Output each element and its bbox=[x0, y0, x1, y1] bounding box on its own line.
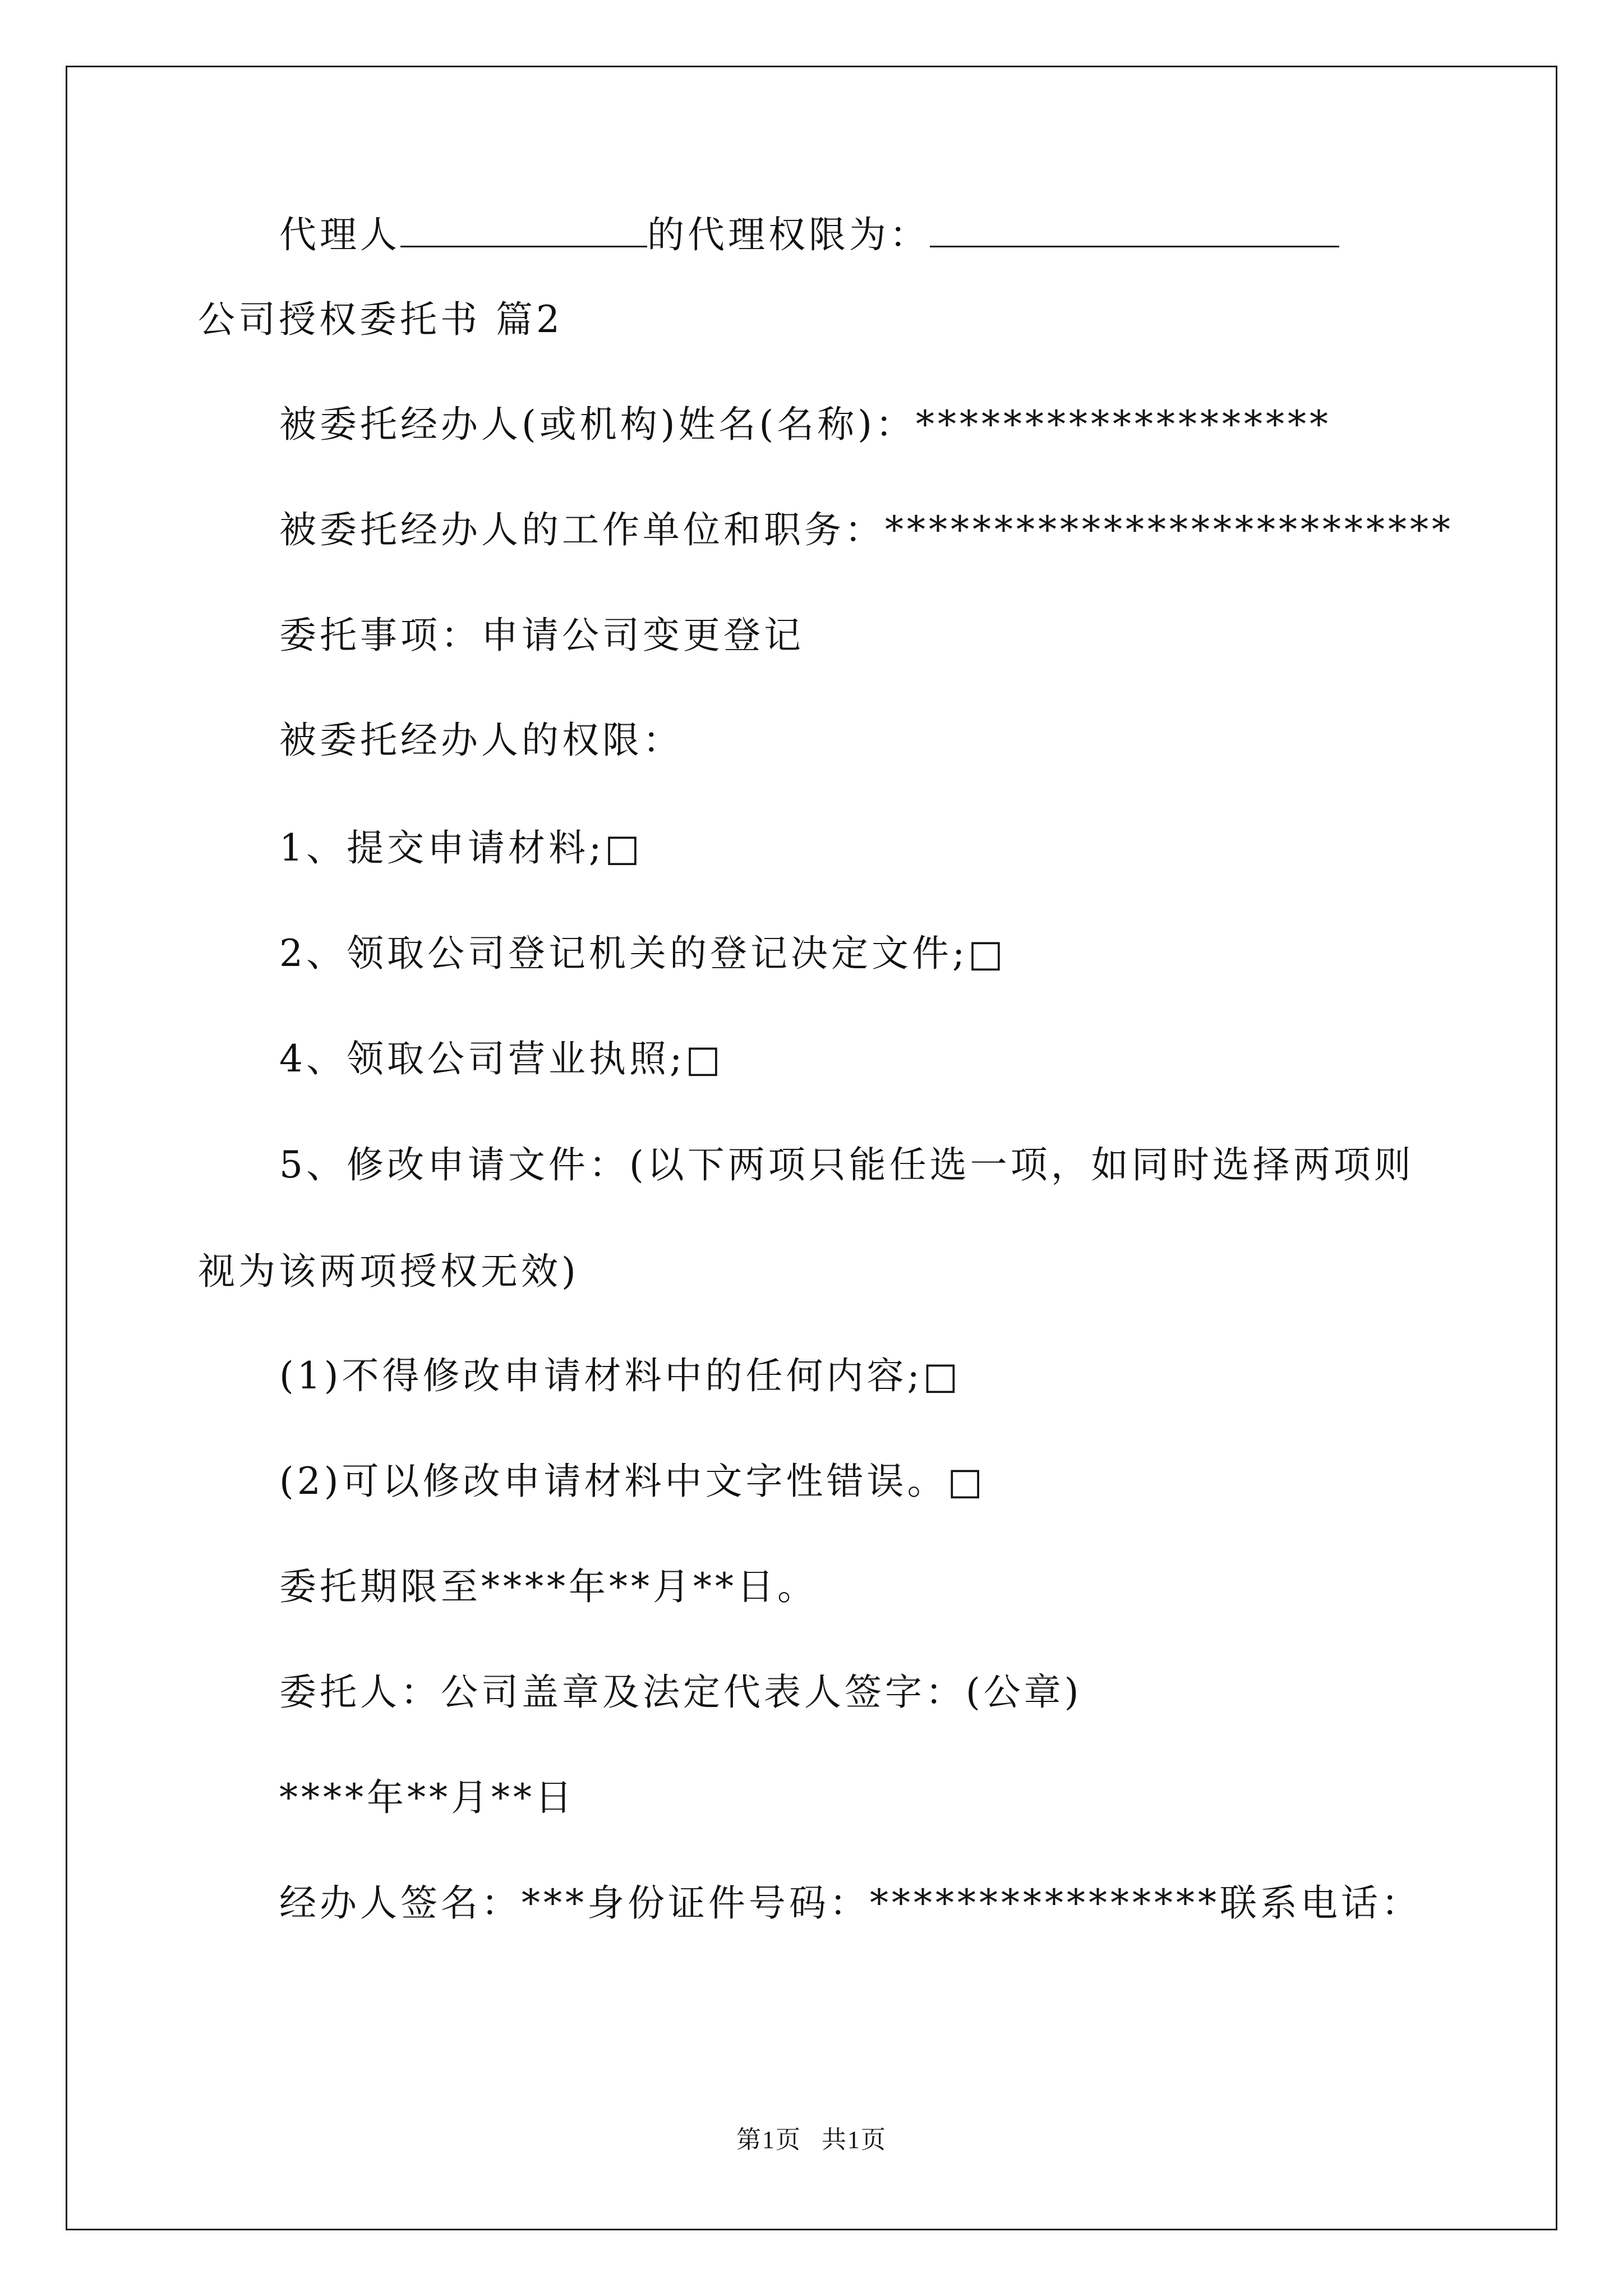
permission-item-1: 1、提交申请材料;□ bbox=[279, 826, 643, 869]
option-1-line: (1)不得修改申请材料中的任何内容;□ bbox=[279, 1354, 962, 1397]
option-2-line: (2)可以修改申请材料中文字性错误。□ bbox=[279, 1460, 986, 1503]
delegate-name-line: 被委托经办人(或机构)姓名(名称)：******************* bbox=[279, 403, 1331, 446]
principal-signature-line: 委托人：公司盖章及法定代表人签字：(公章) bbox=[279, 1671, 1082, 1714]
page-current: 第1页 bbox=[736, 2126, 801, 2154]
page-total: 共1页 bbox=[822, 2126, 887, 2154]
section-heading: 公司授权委托书 篇2 bbox=[198, 298, 563, 341]
signature-date-line: ****年**月**日 bbox=[279, 1776, 575, 1819]
agent-label: 代理人 bbox=[279, 213, 400, 256]
entrust-period-line: 委托期限至****年**月**日。 bbox=[279, 1565, 818, 1608]
permission-item-5: 5、修改申请文件：(以下两项只能任选一项，如同时选择两项则 bbox=[279, 1143, 1414, 1186]
permission-item-5-continued: 视为该两项授权无效) bbox=[198, 1250, 579, 1293]
delegate-unit-line: 被委托经办人的工作单位和职务：************************** bbox=[279, 508, 1454, 551]
permissions-heading: 被委托经办人的权限： bbox=[279, 719, 683, 762]
authority-label: 的代理权限为： bbox=[647, 213, 930, 256]
permission-item-4: 4、领取公司营业执照;□ bbox=[279, 1037, 724, 1080]
agent-name-blank bbox=[400, 212, 647, 247]
handler-info-line: 经办人签名：***身份证件号码：****************联系电话： bbox=[279, 1881, 1422, 1925]
authority-blank bbox=[930, 212, 1339, 247]
permission-item-2: 2、领取公司登记机关的登记决定文件;□ bbox=[279, 932, 1007, 975]
page-footer bbox=[0, 2123, 1623, 2157]
agent-authority-line bbox=[279, 212, 1339, 257]
entrusted-matter-line: 委托事项：申请公司变更登记 bbox=[279, 614, 804, 657]
